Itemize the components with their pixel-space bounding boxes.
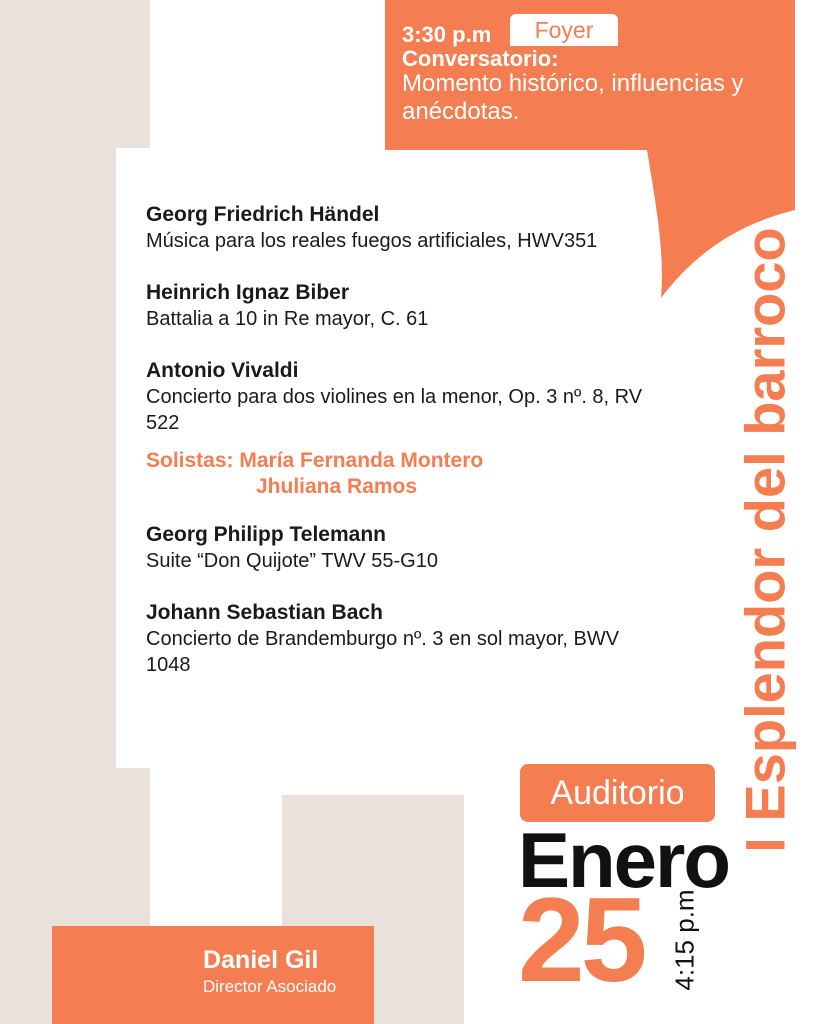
session-time: 3:30 p.m: [402, 22, 492, 47]
director-role: Director Asociado: [203, 977, 337, 996]
venue-badge: Auditorio: [520, 764, 715, 822]
director-name: Daniel Gil: [203, 946, 319, 974]
session-place-tag: Foyer: [510, 14, 618, 46]
work-title: Battalia a 10 in Re mayor, C. 61: [146, 308, 429, 330]
concert-title-text: I Esplendor del barroco: [733, 227, 797, 853]
date-day: 25: [518, 873, 644, 1007]
date-month: Enero: [518, 816, 730, 904]
work-title: Concierto para dos violines en la menor, Op. 3 nº. 8, RV 522: [146, 386, 643, 434]
work-title: Concierto de Brandemburgo nº. 3 en sol mayor, BWV 1048: [146, 628, 620, 676]
program-item: [146, 522, 666, 574]
composer-name: Johann Sebastian Bach: [146, 601, 383, 624]
composer-name: Heinrich Ignaz Biber: [146, 281, 350, 304]
concert-time-text: 4:15 p.m: [669, 889, 700, 991]
work-title: Suite “Don Quijote” TWV 55-G10: [146, 550, 438, 572]
work-title: Música para los reales fuegos artificiales, HWV351: [146, 230, 598, 252]
program-item: [146, 280, 666, 332]
composer-name: Georg Philipp Telemann: [146, 523, 386, 546]
program-item: [146, 202, 666, 254]
concert-time: [660, 880, 710, 1000]
composer-name: Georg Friedrich Händel: [146, 203, 380, 226]
soloists: [146, 448, 666, 500]
program-item: [146, 358, 666, 436]
composer-name: Antonio Vivaldi: [146, 359, 299, 382]
session-description: Momento histórico, influencias y anécdotas.: [402, 70, 744, 125]
session-title: Conversatorio:: [402, 46, 559, 71]
director-box: [52, 926, 374, 1024]
program-list: [146, 202, 666, 704]
soloists-line-2: Jhuliana Ramos: [256, 475, 418, 498]
soloists-line-1: Solistas: María Fernanda Montero: [146, 449, 484, 472]
program-item: [146, 600, 666, 678]
